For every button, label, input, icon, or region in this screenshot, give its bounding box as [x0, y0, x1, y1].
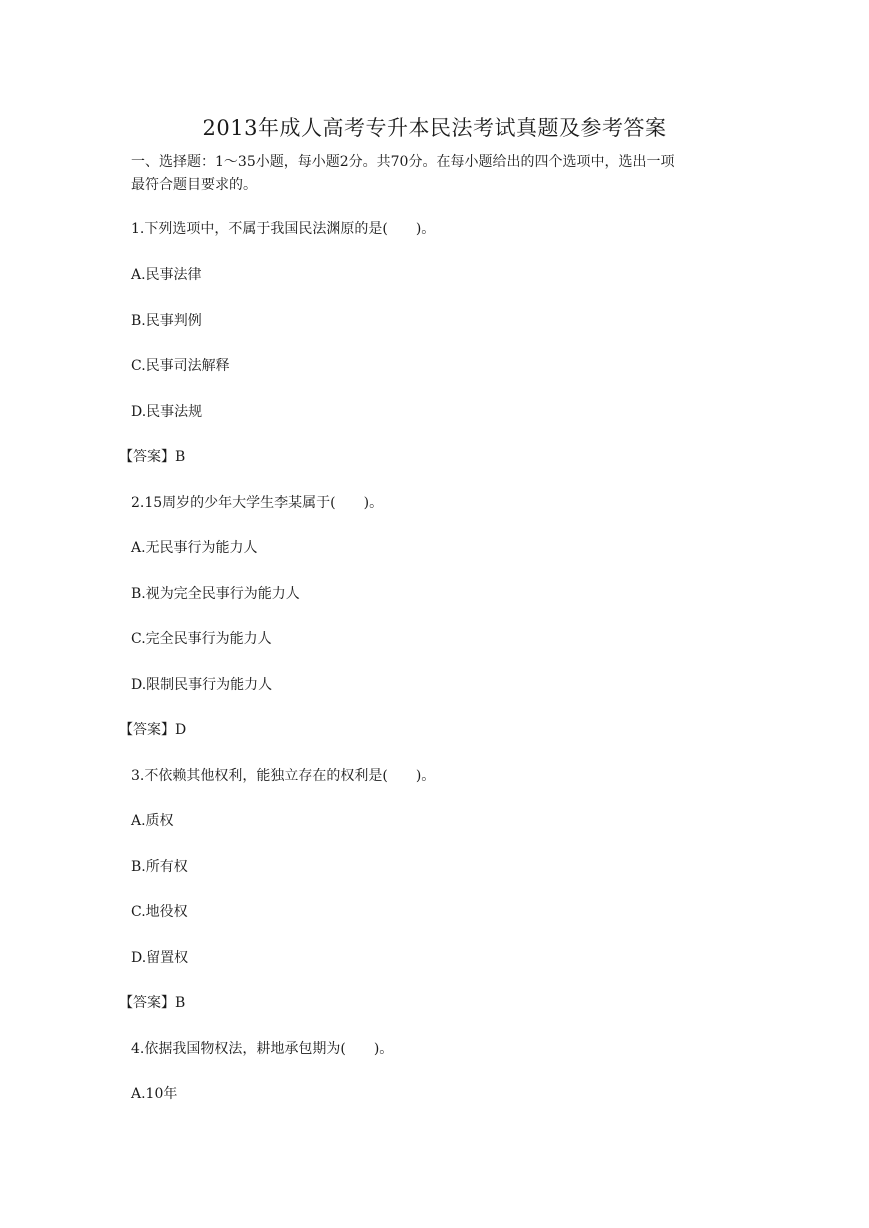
question-3-option-d: D.留置权	[131, 950, 189, 966]
question-4-option-a: A.10年	[131, 1086, 178, 1102]
section-instructions	[131, 151, 751, 197]
question-2-answer: 【答案】D	[119, 722, 187, 738]
question-3-option-b: B.所有权	[131, 859, 188, 875]
document-title: 2013年成人高考专升本民法考试真题及参考答案	[202, 116, 667, 140]
question-1-answer: 【答案】B	[119, 449, 186, 465]
question-1-option-d: D.民事法规	[131, 404, 203, 420]
instructions-line-1: 一、选择题：1～35小题，每小题2分。共70分。在每小题给出的四个选项中，选出一项	[131, 154, 675, 170]
question-2-stem: 2.15周岁的少年大学生李某属于( )。	[131, 495, 384, 511]
question-2-option-a: A.无民事行为能力人	[131, 540, 258, 556]
question-3-option-c: C.地役权	[131, 904, 188, 920]
question-3-answer: 【答案】B	[119, 995, 186, 1011]
question-1-stem: 1.下列选项中，不属于我国民法渊原的是( )。	[131, 221, 436, 237]
question-2-option-d: D.限制民事行为能力人	[131, 677, 273, 693]
question-2-option-b: B.视为完全民事行为能力人	[131, 586, 300, 602]
question-1-option-c: C.民事司法解释	[131, 358, 230, 374]
question-2-option-c: C.完全民事行为能力人	[131, 631, 272, 647]
question-1-option-a: A.民事法律	[131, 267, 202, 283]
question-4-stem: 4.依据我国物权法，耕地承包期为( )。	[131, 1041, 394, 1057]
question-3-option-a: A.质权	[131, 813, 174, 829]
question-3-stem: 3.不依赖其他权利，能独立存在的权利是( )。	[131, 768, 436, 784]
question-1-option-b: B.民事判例	[131, 313, 202, 329]
instructions-line-2: 最符合题目要求的。	[131, 177, 257, 193]
